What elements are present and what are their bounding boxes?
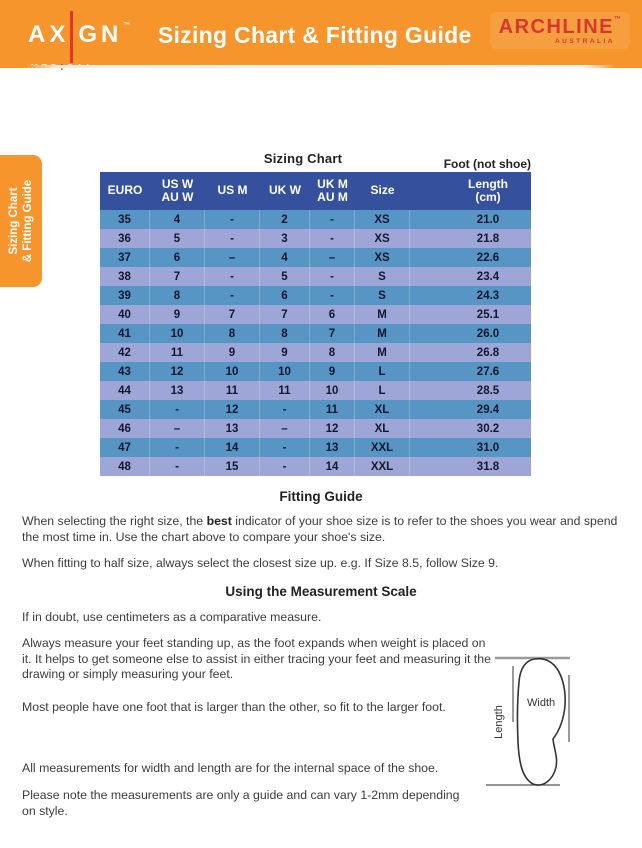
trademark-symbol: ™ — [614, 16, 621, 23]
table-row — [100, 457, 531, 476]
table-cell: 39 — [100, 286, 150, 305]
table-cell: 3 — [260, 229, 310, 248]
side-tab-sizing-chart — [0, 155, 42, 287]
table-cell: 10 — [205, 362, 260, 381]
fitting-guide-paragraph-2: When fitting to half size, always select the closest size up. e.g. If Size 8.5, follow Size 9. — [22, 556, 499, 570]
table-cell: 7 — [205, 305, 260, 324]
table-cell: - — [205, 229, 260, 248]
axign-word-left: AX — [28, 21, 70, 48]
sizing-chart-title: Sizing Chart — [263, 151, 343, 166]
table-cell: - — [205, 286, 260, 305]
table-cell — [410, 267, 445, 286]
table-cell: XS — [355, 248, 410, 267]
table-cell: 15 — [205, 457, 260, 476]
table-cell: M — [355, 343, 410, 362]
table-cell: 10 — [260, 362, 310, 381]
table-cell: 41 — [100, 324, 150, 343]
table-header-cell — [410, 172, 445, 210]
table-cell — [410, 381, 445, 400]
table-cell: L — [355, 381, 410, 400]
table-cell — [410, 305, 445, 324]
table-row — [100, 286, 531, 305]
table-cell — [410, 343, 445, 362]
foot-outline-icon — [517, 659, 565, 785]
table-cell: 5 — [260, 267, 310, 286]
table-header-cell: EURO — [107, 183, 143, 198]
table-header-cell: Size — [370, 183, 395, 198]
trademark-symbol: ™ — [123, 22, 131, 29]
table-cell: 13 — [150, 381, 205, 400]
table-cell: 10 — [310, 381, 355, 400]
table-cell: 6 — [150, 248, 205, 267]
table-cell: 7 — [310, 324, 355, 343]
table-cell — [410, 362, 445, 381]
foot-measurement-diagram — [486, 648, 638, 796]
table-cell: - — [310, 229, 355, 248]
bold-best: best — [206, 514, 232, 528]
table-cell: 8 — [205, 324, 260, 343]
table-cell: - — [150, 400, 205, 419]
table-cell: – — [205, 248, 260, 267]
table-cell — [410, 248, 445, 267]
table-cell: 9 — [150, 305, 205, 324]
measurement-paragraph-1: If in doubt, use centimeters as a comparative measure. — [22, 610, 322, 624]
table-row — [100, 305, 531, 324]
axign-medical-logo — [28, 9, 129, 72]
table-cell: 26.8 — [476, 346, 500, 359]
table-cell: 12 — [205, 400, 260, 419]
table-cell — [410, 438, 445, 457]
table-cell: - — [260, 457, 310, 476]
table-cell: 9 — [310, 362, 355, 381]
table-cell — [410, 457, 445, 476]
table-cell: - — [150, 457, 205, 476]
archline-wordmark: ARCHLINE™ — [498, 16, 621, 38]
table-cell: - — [310, 286, 355, 305]
measurement-paragraph-3: Most people have one foot that is larger than the other, so fit to the larger foot. — [22, 700, 446, 714]
table-row — [100, 400, 531, 419]
table-cell: 40 — [100, 305, 150, 324]
table-cell: 43 — [100, 362, 150, 381]
table-cell: 7 — [260, 305, 310, 324]
table-cell: 11 — [150, 343, 205, 362]
table-cell: 29.4 — [476, 403, 500, 416]
table-cell: 23.4 — [476, 270, 500, 283]
table-cell: - — [205, 210, 260, 229]
table-cell: 35 — [100, 210, 150, 229]
table-cell: – — [150, 419, 205, 438]
table-header-cell: UK W — [269, 183, 301, 198]
table-cell: 47 — [100, 438, 150, 457]
table-cell: 42 — [100, 343, 150, 362]
table-cell: 45 — [100, 400, 150, 419]
header-divider — [0, 65, 642, 68]
measurement-scale-heading: Using the Measurement Scale — [225, 584, 417, 599]
table-cell: XS — [355, 229, 410, 248]
table-cell: – — [310, 248, 355, 267]
table-cell: 26.0 — [476, 327, 500, 340]
table-row — [100, 229, 531, 248]
table-row — [100, 381, 531, 400]
table-cell: 44 — [100, 381, 150, 400]
table-cell: XL — [355, 419, 410, 438]
table-cell: - — [260, 438, 310, 457]
table-row — [100, 343, 531, 362]
sizing-table — [100, 172, 531, 476]
table-header-row — [100, 172, 531, 210]
table-cell: M — [355, 305, 410, 324]
table-cell: 14 — [205, 438, 260, 457]
table-row — [100, 362, 531, 381]
table-header-cell: US W AU W — [161, 176, 194, 204]
axign-wordmark — [28, 9, 129, 61]
fitting-guide-paragraph-1: When selecting the right size, the best indicator of your shoe size is to refer to the shoes you wear and spend the most time in. Use the chart above to compare your shoe's size. — [22, 514, 618, 544]
table-cell: XXL — [355, 457, 410, 476]
foot-not-shoe-note: Foot (not shoe) — [443, 157, 531, 171]
table-cell: 30.2 — [476, 422, 500, 435]
page-header — [0, 0, 642, 65]
table-cell: 12 — [310, 419, 355, 438]
table-cell — [410, 286, 445, 305]
table-cell: 6 — [260, 286, 310, 305]
table-cell: - — [310, 210, 355, 229]
table-cell: 31.0 — [476, 441, 500, 454]
measurement-paragraph-5: Please note the measurements are only a guide and can vary 1-2mm depending on style. — [22, 788, 460, 818]
table-cell: L — [355, 362, 410, 381]
table-cell: 31.8 — [476, 460, 500, 473]
table-cell: 11 — [205, 381, 260, 400]
table-cell: – — [260, 419, 310, 438]
table-cell: 24.3 — [476, 289, 500, 302]
table-row — [100, 248, 531, 267]
table-cell: 10 — [150, 324, 205, 343]
table-row — [100, 438, 531, 457]
table-cell: 37 — [100, 248, 150, 267]
table-cell: 7 — [150, 267, 205, 286]
table-cell: - — [150, 438, 205, 457]
width-label: Width — [527, 697, 556, 709]
table-header-cell: US M — [217, 183, 248, 198]
table-cell: 25.1 — [476, 308, 500, 321]
table-header-cell: Length (cm) — [468, 176, 508, 204]
measurement-paragraph-4: All measurements for width and length are for the internal space of the shoe. — [22, 761, 439, 775]
table-cell: 6 — [310, 305, 355, 324]
table-cell: S — [355, 286, 410, 305]
table-cell — [410, 324, 445, 343]
table-cell: - — [260, 400, 310, 419]
table-cell: XXL — [355, 438, 410, 457]
table-body — [100, 210, 531, 476]
axign-word-right: GN — [78, 21, 123, 48]
table-header-cell: UK M AU M — [317, 176, 348, 204]
table-cell: 13 — [205, 419, 260, 438]
fitting-guide-heading: Fitting Guide — [279, 489, 363, 504]
table-cell: 4 — [260, 248, 310, 267]
measurement-paragraph-2: Always measure your feet standing up, as the foot expands when weight is placed on it. It helps to get someone else to assist in either tracing your feet and measuring it the drawing or simply measuring your feet. — [22, 636, 491, 681]
table-cell: 9 — [205, 343, 260, 362]
table-row — [100, 210, 531, 229]
table-cell: 11 — [310, 400, 355, 419]
table-cell: 36 — [100, 229, 150, 248]
archline-australia-label: AUSTRALIA — [554, 38, 615, 45]
table-cell — [410, 229, 445, 248]
length-label: Length — [493, 705, 505, 739]
table-cell: XS — [355, 210, 410, 229]
table-cell: 28.5 — [476, 384, 500, 397]
table-cell: S — [355, 267, 410, 286]
table-cell: XL — [355, 400, 410, 419]
table-cell: 2 — [260, 210, 310, 229]
table-cell — [410, 419, 445, 438]
table-cell: 22.6 — [476, 251, 500, 264]
side-tab-label: Sizing Chart & Fitting Guide — [8, 179, 34, 263]
page-title: Sizing Chart & Fitting Guide — [157, 22, 472, 48]
table-row — [100, 267, 531, 286]
table-cell: 21.8 — [476, 232, 500, 245]
table-cell: M — [355, 324, 410, 343]
axign-red-line-icon — [70, 11, 73, 63]
table-cell: - — [310, 267, 355, 286]
table-cell: 8 — [260, 324, 310, 343]
table-cell — [410, 400, 445, 419]
table-cell: 11 — [260, 381, 310, 400]
table-cell: 46 — [100, 419, 150, 438]
table-cell: 8 — [310, 343, 355, 362]
table-cell: 8 — [150, 286, 205, 305]
table-cell: 12 — [150, 362, 205, 381]
table-cell: 38 — [100, 267, 150, 286]
table-cell: 13 — [310, 438, 355, 457]
table-cell: 4 — [150, 210, 205, 229]
table-cell: 14 — [310, 457, 355, 476]
table-cell: 21.0 — [476, 213, 500, 226]
table-cell: 5 — [150, 229, 205, 248]
table-cell: 48 — [100, 457, 150, 476]
table-cell: - — [205, 267, 260, 286]
table-cell — [410, 210, 445, 229]
table-cell: 27.6 — [476, 365, 500, 378]
table-row — [100, 324, 531, 343]
table-row — [100, 419, 531, 438]
table-cell: 9 — [260, 343, 310, 362]
archline-australia-logo — [490, 12, 630, 49]
